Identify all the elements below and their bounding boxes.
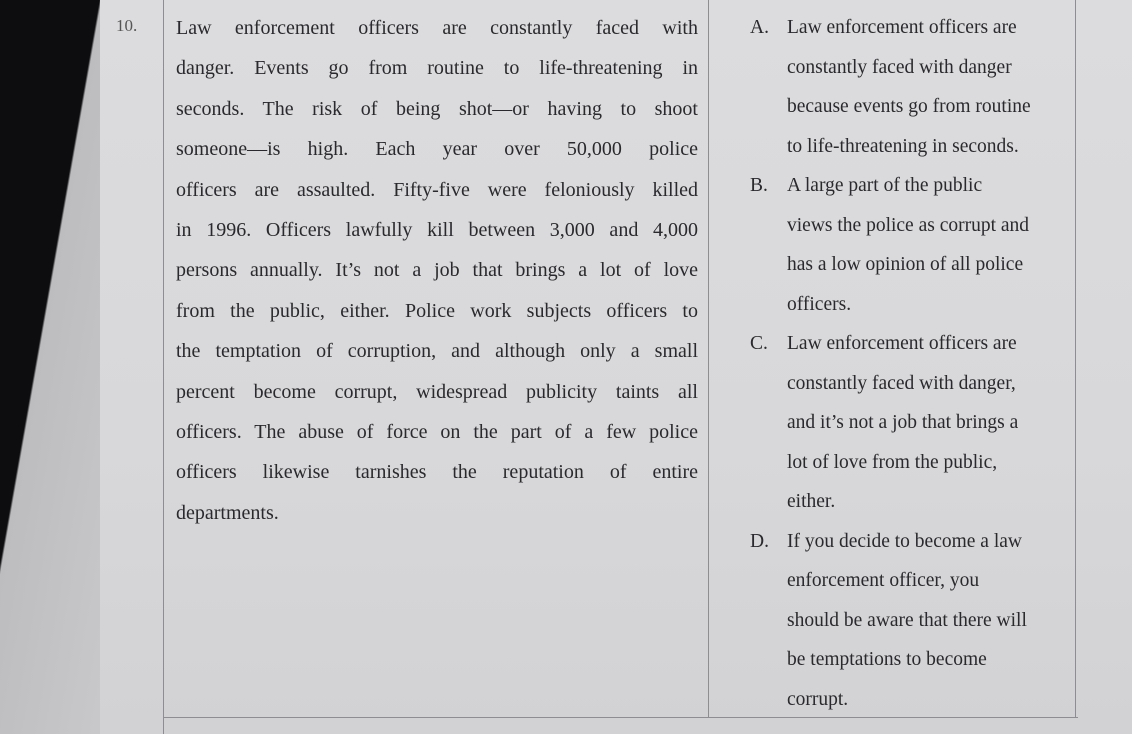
option-line: either.: [787, 491, 836, 512]
option-line: Law enforcement officers are: [787, 333, 1017, 354]
option-letter: D.: [750, 530, 769, 552]
option-line: Law enforcement officers are: [787, 17, 1017, 38]
worksheet-page: [100, 0, 1132, 734]
option-line: corrupt.: [787, 688, 849, 710]
option-c[interactable]: [750, 324, 1080, 522]
option-line: enforcement officer, you: [787, 570, 980, 591]
option-line: officers.: [787, 293, 852, 315]
option-line: If you decide to become a law: [787, 530, 1022, 552]
passage-line: seconds. The risk of being shot—or having to shoot: [176, 97, 698, 120]
passage-line: officers are assaulted. Fifty-five were feloniously killed: [176, 178, 698, 201]
passage-line: someone—is high. Each year over 50,000 police: [176, 138, 698, 161]
passage-line: persons annually. It’s not a job that brings a lot of love: [176, 259, 698, 282]
option-b[interactable]: [750, 166, 1080, 324]
option-line: has a low opinion of all police: [787, 254, 1024, 275]
option-line: lot of love from the public,: [787, 451, 998, 473]
passage-line: danger. Events go from routine to life-threatening in: [176, 57, 698, 80]
question-number-cell: [100, 0, 164, 734]
passage-line: in 1996. Officers lawfully kill between 3,000 and 4,000: [176, 218, 698, 241]
question-number: 10.: [116, 16, 138, 35]
option-line: A large part of the public: [787, 175, 983, 196]
option-line: views the police as corrupt and: [787, 214, 1030, 236]
option-line: be temptations to become: [787, 649, 987, 670]
passage-line: Law enforcement officers are constantly faced with: [176, 17, 698, 39]
passage-line: percent become corrupt, widespread publicity taints all: [176, 380, 698, 403]
option-a[interactable]: [750, 8, 1080, 166]
option-line: should be aware that there will: [787, 609, 1027, 631]
column-divider: [708, 0, 709, 718]
option-letter: A.: [750, 17, 769, 38]
passage-line: departments.: [176, 501, 279, 524]
option-line: constantly faced with danger: [787, 56, 1012, 78]
reading-passage: [176, 8, 698, 533]
passage-line: officers. The abuse of force on the part of a few police: [176, 420, 698, 443]
passage-line: from the public, either. Police work subjects officers to: [176, 299, 698, 322]
option-line: to life-threatening in seconds.: [787, 135, 1019, 157]
passage-line: the temptation of corruption, and although only a small: [176, 340, 698, 363]
option-d[interactable]: [750, 522, 1080, 720]
option-line: because events go from routine: [787, 96, 1031, 117]
option-letter: B.: [750, 175, 768, 196]
option-line: constantly faced with danger,: [787, 372, 1016, 394]
passage-line: officers likewise tarnishes the reputation of entire: [176, 461, 698, 484]
answer-options: [750, 8, 1080, 719]
option-letter: C.: [750, 333, 768, 354]
option-line: and it’s not a job that brings a: [787, 412, 1019, 433]
